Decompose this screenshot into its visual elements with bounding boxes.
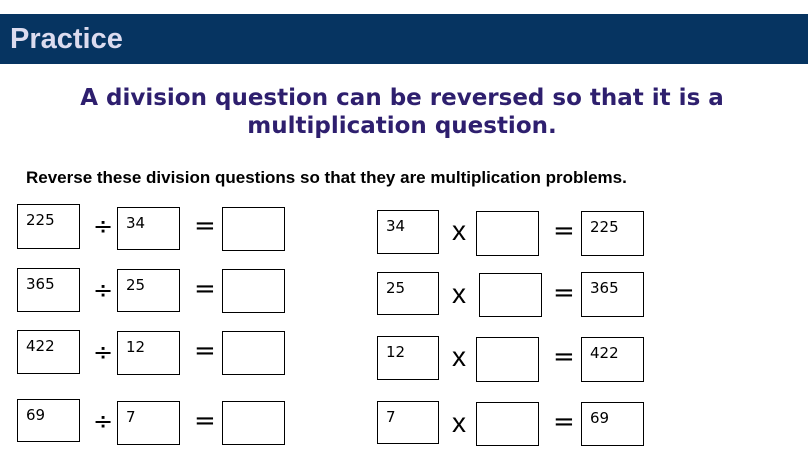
page-title: Practice: [10, 23, 123, 55]
equals-sign: =: [553, 216, 575, 246]
times-sign: x: [452, 407, 466, 438]
divisor-box: [117, 207, 180, 250]
factor-value: 7: [386, 408, 396, 426]
divisor-value: 25: [126, 276, 146, 294]
subtitle: [0, 84, 804, 140]
factor-value: 25: [386, 279, 406, 297]
subtitle-line-2: multiplication question.: [247, 113, 557, 139]
equals-sign: =: [194, 336, 216, 366]
missing-factor-box[interactable]: [476, 402, 539, 446]
factor-box: [377, 401, 439, 444]
factor-box: [377, 336, 439, 380]
dividend-box: [17, 268, 80, 312]
dividend-value: 365: [26, 275, 55, 293]
divisor-box: [117, 331, 180, 375]
answer-box[interactable]: [222, 401, 285, 445]
factor-box: [377, 272, 439, 315]
header-bar: [0, 14, 808, 64]
answer-box[interactable]: [222, 207, 285, 251]
divide-sign: ÷: [93, 338, 114, 366]
divisor-value: 34: [126, 214, 146, 232]
factor-box: [377, 210, 439, 254]
subtitle-line-1: A division question can be reversed so that it is a: [80, 85, 724, 111]
equals-sign: =: [553, 278, 575, 308]
missing-factor-box[interactable]: [476, 211, 539, 256]
divisor-box: [117, 269, 180, 312]
answer-box[interactable]: [222, 331, 285, 375]
divisor-value: 7: [126, 408, 136, 426]
missing-factor-box[interactable]: [479, 273, 542, 317]
dividend-box: [17, 330, 80, 374]
divide-sign: ÷: [93, 407, 114, 435]
dividend-box: [17, 204, 80, 249]
answer-box[interactable]: [222, 269, 285, 313]
times-sign: x: [452, 215, 466, 246]
dividend-value: 69: [26, 406, 46, 424]
divisor-box: [117, 401, 180, 445]
divisor-value: 12: [126, 338, 146, 356]
equals-sign: =: [553, 342, 575, 372]
divide-sign: ÷: [93, 212, 114, 240]
times-sign: x: [452, 341, 466, 372]
equals-sign: =: [194, 211, 216, 241]
equals-sign: =: [553, 407, 575, 437]
equals-sign: =: [194, 274, 216, 304]
factor-value: 12: [386, 343, 406, 361]
product-value: 365: [590, 279, 619, 297]
times-sign: x: [452, 278, 466, 309]
product-box: [581, 402, 644, 446]
dividend-value: 422: [26, 337, 55, 355]
dividend-value: 225: [26, 211, 55, 229]
equals-sign: =: [194, 406, 216, 436]
divide-sign: ÷: [93, 276, 114, 304]
missing-factor-box[interactable]: [476, 337, 539, 382]
product-value: 422: [590, 344, 619, 362]
product-value: 69: [590, 409, 610, 427]
instructions: Reverse these division questions so that they are multiplication problems.: [26, 168, 627, 187]
factor-value: 34: [386, 217, 406, 235]
dividend-box: [17, 399, 80, 442]
product-value: 225: [590, 218, 619, 236]
product-box: [581, 211, 644, 256]
product-box: [581, 272, 644, 317]
product-box: [581, 337, 644, 382]
